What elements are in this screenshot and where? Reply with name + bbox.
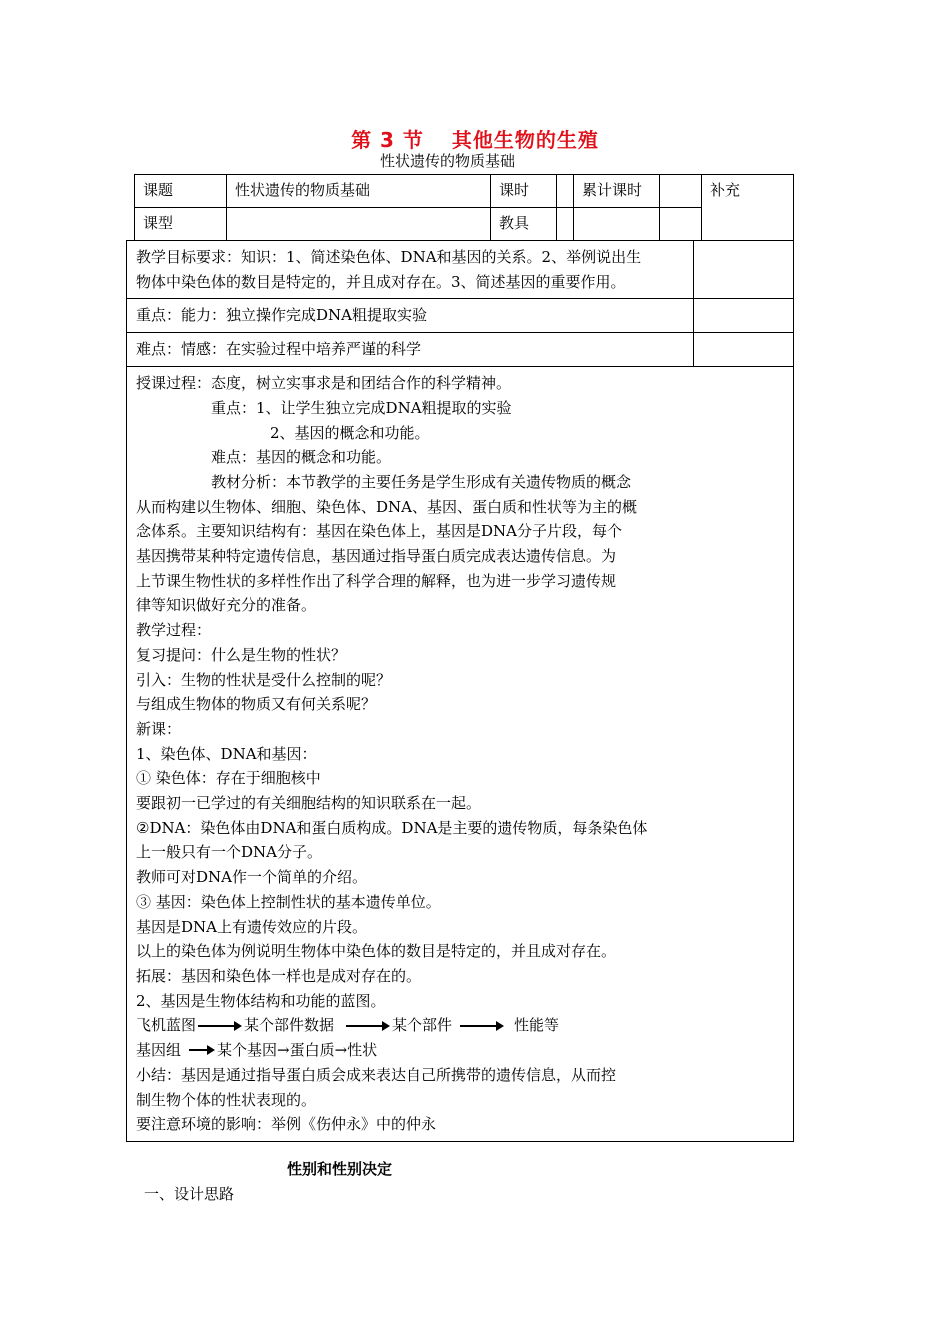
flow-step: 性能等 bbox=[514, 1016, 560, 1035]
page-title bbox=[0, 124, 950, 153]
flow-step: 飞机蓝图 bbox=[136, 1016, 197, 1035]
value-hours bbox=[557, 175, 574, 208]
key-point-cell bbox=[127, 299, 694, 333]
flow-step: 某个基因→蛋白质→性状 bbox=[217, 1041, 378, 1060]
value-topic: 性状遗传的物质基础 bbox=[227, 175, 491, 208]
process-line: 上节课生物性状的多样性作出了科学合理的解释，也为进一步学习遗传规 bbox=[136, 571, 617, 590]
key-point: 重点：能力：独立操作完成DNA粗提取实验 bbox=[136, 306, 427, 325]
process-line: 基因是DNA上有遗传效应的片段。 bbox=[136, 917, 367, 936]
label-type: 课型 bbox=[135, 208, 227, 241]
process-line: 小结：基因是通过指导蛋白质会成来表达自己所携带的遗传信息，从而控 bbox=[136, 1065, 617, 1084]
difficulty-side-cell bbox=[694, 333, 794, 367]
process-line: ③ 基因：染色体上控制性状的基本遗传单位。 bbox=[136, 892, 441, 911]
label-hours: 课时 bbox=[491, 175, 557, 208]
difficulty-cell bbox=[127, 333, 694, 367]
process-line: 教师可对DNA作一个简单的介绍。 bbox=[136, 868, 367, 887]
flow-airplane bbox=[136, 1013, 787, 1038]
process-line: 2、基因是生物体结构和功能的蓝图。 bbox=[136, 991, 386, 1010]
process-line: 上一般只有一个DNA分子。 bbox=[136, 843, 322, 862]
process-line: 要跟初一已学过的有关细胞结构的知识联系在一起。 bbox=[136, 794, 482, 813]
process-line: 以上的染色体为例说明生物体中染色体的数目是特定的，并且成对存在。 bbox=[136, 942, 617, 961]
title-section-name: 其他生物的生殖 bbox=[451, 128, 599, 152]
process-line: 授课过程：态度，树立实事求是和团结合作的科学精神。 bbox=[136, 374, 512, 393]
label-tools: 教具 bbox=[491, 208, 557, 241]
process-line: 从而构建以生物体、细胞、染色体、DNA、基因、蛋白质和性状等为主的概 bbox=[136, 497, 637, 516]
arrow-right-icon bbox=[460, 1021, 504, 1031]
process-line: 新课： bbox=[136, 719, 182, 738]
process-line: 1、染色体、DNA和基因： bbox=[136, 744, 317, 763]
process-line: 律等知识做好充分的准备。 bbox=[136, 596, 317, 615]
section2-title: 性别和性别决定 bbox=[287, 1160, 393, 1178]
goals-cell bbox=[127, 241, 694, 299]
goals-line: 教学目标要求：知识：1、简述染色体、DNA和基因的关系。2、举例说出生 bbox=[136, 248, 642, 266]
process-line: 教学过程： bbox=[136, 621, 212, 640]
process-line: ②DNA：染色体由DNA和蛋白质构成。DNA是主要的遗传物质，每条染色体 bbox=[136, 818, 648, 837]
process-line: 2、基因的概念和功能。 bbox=[270, 423, 430, 442]
empty-cell bbox=[574, 208, 660, 241]
process-line: 拓展：基因和染色体一样也是成对存在的。 bbox=[136, 966, 422, 985]
process-text bbox=[127, 367, 793, 1141]
goals-line: 物体中染色体的数目是特定的，并且成对存在。3、简述基因的重要作用。 bbox=[136, 272, 626, 291]
process-line: 教材分析：本节教学的主要任务是学生形成有关遗传物质的概念 bbox=[211, 472, 632, 491]
arrow-right-icon bbox=[189, 1045, 215, 1055]
process-line: 念体系。主要知识结构有：基因在染色体上，基因是DNA分子片段，每个 bbox=[136, 522, 622, 541]
section2-subheading: 一、设计思路 bbox=[144, 1185, 235, 1203]
process-line: 基因携带某种特定遗传信息，基因通过指导蛋白质完成表达遗传信息。为 bbox=[136, 547, 617, 566]
label-topic: 课题 bbox=[135, 175, 227, 208]
empty-cell bbox=[660, 208, 702, 241]
process-line: 重点：1、让学生独立完成DNA粗提取的实验 bbox=[211, 398, 512, 417]
value-type bbox=[227, 208, 491, 241]
value-total-hours bbox=[660, 175, 702, 208]
process-line: 复习提问：什么是生物的性状？ bbox=[136, 645, 347, 664]
flow-gene bbox=[136, 1038, 787, 1063]
process-line: 与组成生物体的物质又有何关系呢？ bbox=[136, 695, 377, 714]
process-line: ① 染色体：存在于细胞核中 bbox=[136, 769, 321, 788]
process-cell bbox=[127, 367, 794, 1142]
arrow-right-icon bbox=[198, 1021, 242, 1031]
flow-step: 某个部件 bbox=[392, 1016, 453, 1035]
label-supplement: 补充 bbox=[702, 175, 794, 241]
process-line: 引入：生物的性状是受什么控制的呢？ bbox=[136, 670, 392, 689]
goals-side-cell bbox=[694, 241, 794, 299]
title-section-number: 第 3 节 bbox=[351, 128, 424, 152]
value-tools bbox=[557, 208, 574, 241]
flow-step: 基因组 bbox=[136, 1041, 182, 1060]
flow-step: 某个部件数据 bbox=[244, 1016, 335, 1035]
process-line: 制生物个体的性状表现的。 bbox=[136, 1090, 317, 1109]
key-point-side-cell bbox=[694, 299, 794, 333]
page-subtitle: 性状遗传的物质基础 bbox=[380, 152, 516, 170]
difficulty: 难点：情感：在实验过程中培养严谨的科学 bbox=[136, 340, 422, 359]
process-line: 难点：基因的概念和功能。 bbox=[211, 448, 392, 467]
process-line: 要注意环境的影响：举例《伤仲永》中的仲永 bbox=[136, 1115, 437, 1134]
header-table bbox=[134, 174, 793, 240]
lesson-table bbox=[126, 240, 794, 1142]
arrow-right-icon bbox=[346, 1021, 390, 1031]
label-total-hours: 累计课时 bbox=[574, 175, 660, 208]
